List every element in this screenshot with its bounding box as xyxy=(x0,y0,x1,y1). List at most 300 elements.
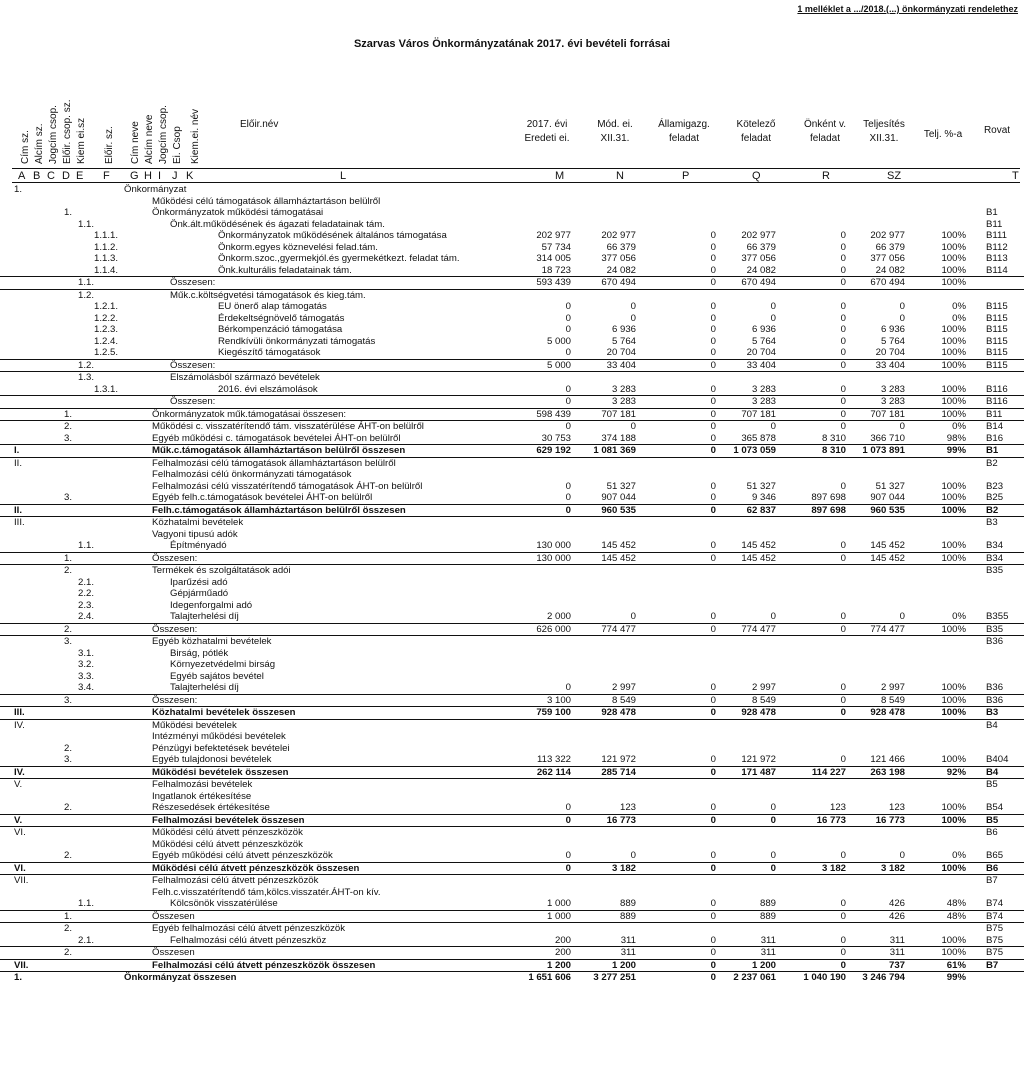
vertical-header-label: Alcím sz. xyxy=(34,123,45,164)
table-row xyxy=(0,517,1024,529)
table-row xyxy=(0,600,1024,612)
eredeti-value: 202 977 xyxy=(536,230,571,241)
vertical-header xyxy=(48,88,62,164)
table-row xyxy=(0,682,1024,695)
row-code: 2.2. xyxy=(78,588,95,599)
allamig-value: 0 xyxy=(710,802,716,813)
table-row xyxy=(0,731,1024,743)
row-name: Önk.ált.működésének és ágazati feladatainak tám. xyxy=(170,218,385,230)
kotelezo-value: 0 xyxy=(770,312,776,324)
telj-pct-value: 48% xyxy=(946,910,966,922)
allamig-value: 0 xyxy=(710,947,716,958)
eredeti-value: 18 723 xyxy=(541,264,571,276)
mod-value: 377 056 xyxy=(601,253,636,264)
column-letter: R xyxy=(822,170,830,182)
mod-value: 285 714 xyxy=(601,766,636,778)
telj-pct-value: 0% xyxy=(952,301,966,312)
rovat-code: B75 xyxy=(986,947,1004,958)
eredeti-value: 1 200 xyxy=(546,959,571,971)
row-name: 2016. évi elszámolások xyxy=(218,383,318,395)
annex-note: 1 melléklet a .../2018.(...) önkormányzati rendelethez xyxy=(797,4,1018,14)
column-letter: G xyxy=(130,170,139,182)
rovat-code: B116 xyxy=(986,383,1008,395)
row-code: 2. xyxy=(64,923,73,934)
mod-value: 774 477 xyxy=(601,623,636,635)
row-code: 3.2. xyxy=(78,659,95,670)
eredeti-value: 1 000 xyxy=(546,910,571,922)
row-name: Egyéb működési célú átvett pénzeszközök xyxy=(152,850,333,861)
teljesites-value: 737 xyxy=(888,959,905,971)
kotelezo-value: 774 477 xyxy=(741,623,776,635)
teljesites-value: 366 710 xyxy=(870,432,905,444)
mod-value: 66 379 xyxy=(606,241,636,253)
table-row xyxy=(0,219,1024,231)
allamig-value: 0 xyxy=(710,504,716,516)
rovat-code: B115 xyxy=(986,335,1008,347)
onkent-value: 0 xyxy=(840,682,846,693)
row-code: 3. xyxy=(64,492,73,503)
telj-pct-value: 100% xyxy=(941,814,966,826)
row-code: 1. xyxy=(64,552,73,564)
row-code: 1. xyxy=(64,910,73,922)
telj-pct-value: 100% xyxy=(941,335,966,347)
table-row xyxy=(0,911,1024,924)
table-row xyxy=(0,624,1024,637)
kotelezo-value: 0 xyxy=(770,814,776,826)
onkent-value: 0 xyxy=(840,408,846,420)
kotelezo-value: 0 xyxy=(770,862,776,874)
table-row xyxy=(0,396,1024,409)
table-row xyxy=(0,184,1024,196)
table-row xyxy=(0,265,1024,278)
allamig-value: 0 xyxy=(710,766,716,778)
row-code: V. xyxy=(14,814,23,826)
kotelezo-value: 670 494 xyxy=(741,277,776,288)
row-code: 2. xyxy=(64,742,73,754)
onkent-value: 0 xyxy=(840,264,846,276)
row-code: II. xyxy=(14,457,22,469)
row-code: 2.1. xyxy=(78,576,95,588)
eredeti-value: 0 xyxy=(565,347,571,358)
kotelezo-value: 2 997 xyxy=(751,682,776,693)
allamig-value: 0 xyxy=(710,814,716,826)
telj-pct-value: 100% xyxy=(941,241,966,253)
mod-value: 311 xyxy=(620,934,636,946)
row-name: Összesen: xyxy=(152,694,198,706)
row-code: 1.2.5. xyxy=(94,347,119,358)
mod-value: 51 327 xyxy=(606,480,636,492)
allamig-value: 0 xyxy=(710,253,716,264)
row-code: 2. xyxy=(64,850,73,861)
onkent-value: 0 xyxy=(840,947,846,958)
row-name: Egyéb működési c. támogatások bevételei ÁHT-on belülről xyxy=(152,432,401,444)
row-name: Felhalmozási bevételek xyxy=(152,779,253,790)
mod-value: 311 xyxy=(620,947,636,958)
row-name: Felhalmozási célú átvett pénzeszköz xyxy=(170,934,327,946)
allamig-value: 0 xyxy=(710,707,716,718)
allamig-value: 0 xyxy=(710,862,716,874)
table-row xyxy=(0,207,1024,219)
onkent-value: 0 xyxy=(840,754,846,765)
table-row xyxy=(0,347,1024,360)
rovat-code: B115 xyxy=(986,359,1008,371)
kotelezo-value: 62 837 xyxy=(746,504,776,516)
row-name: Önkormányzatok műk.támogatásai összesen: xyxy=(152,408,347,420)
rovat-code: B35 xyxy=(986,565,1004,576)
table-row xyxy=(0,301,1024,313)
row-code: 1. xyxy=(64,207,73,218)
teljesites-value: 960 535 xyxy=(870,504,905,516)
row-code: 3.1. xyxy=(78,647,95,659)
row-name: Önk.kulturális feladatainak tám. xyxy=(218,264,352,276)
row-code: 2.1. xyxy=(78,934,95,946)
vertical-header-label: Jogcím csop. xyxy=(48,105,59,164)
rovat-code: B54 xyxy=(986,802,1004,813)
vertical-header-label: Cím sz. xyxy=(20,130,31,164)
eredeti-value: 5 000 xyxy=(546,335,571,347)
mod-value: 907 044 xyxy=(601,492,636,503)
rovat-code: B115 xyxy=(986,301,1008,312)
row-name: Műk.c.költségvetési támogatások és kieg.tám. xyxy=(170,289,366,301)
mod-value: 0 xyxy=(630,421,636,432)
mod-value: 123 xyxy=(619,802,636,813)
table-row xyxy=(0,707,1024,720)
rovat-code: B11 xyxy=(986,408,1003,420)
allamig-value: 0 xyxy=(710,277,716,288)
row-code: 1.1.3. xyxy=(94,253,119,264)
telj-pct-value: 100% xyxy=(941,230,966,241)
row-name: Önkormányzat xyxy=(124,184,187,195)
teljesites-value: 6 936 xyxy=(880,324,905,335)
table-row xyxy=(0,648,1024,660)
telj-pct-value: 100% xyxy=(941,623,966,635)
kotelezo-value: 311 xyxy=(760,947,776,958)
allamig-value: 0 xyxy=(710,396,716,407)
telj-pct-value: 100% xyxy=(941,347,966,358)
rovat-code: B1 xyxy=(986,207,998,218)
rovat-code: B114 xyxy=(986,264,1008,276)
eredeti-value: 0 xyxy=(565,850,571,861)
column-letter: M xyxy=(555,170,565,182)
row-name: Felhalmozási célú átvett pénzeszközök összesen xyxy=(152,959,376,971)
rovat-code: B115 xyxy=(986,324,1008,335)
teljesites-value: 0 xyxy=(899,312,905,324)
kotelezo-value: 3 283 xyxy=(751,396,776,407)
telj-pct-value: 100% xyxy=(941,707,966,718)
column-letter-row xyxy=(0,170,1024,182)
onkent-value: 0 xyxy=(840,611,846,622)
rovat-code: B6 xyxy=(986,827,998,838)
telj-pct-value: 100% xyxy=(941,277,966,288)
kotelezo-value: 66 379 xyxy=(746,241,776,253)
kotelezo-value: 6 936 xyxy=(751,324,776,335)
allamig-value: 0 xyxy=(710,694,716,706)
row-name: Felhalmozási célú önkormányzati támogatások xyxy=(152,469,352,480)
eredeti-value: 0 xyxy=(565,312,571,324)
allamig-value: 0 xyxy=(710,850,716,861)
mod-value: 889 xyxy=(619,910,636,922)
column-letter: F xyxy=(103,170,110,182)
teljesites-value: 907 044 xyxy=(870,492,905,503)
rovat-code: B113 xyxy=(986,253,1008,264)
teljesites-value: 0 xyxy=(899,850,905,861)
column-letter: T xyxy=(1012,170,1019,182)
onkent-value: 0 xyxy=(840,959,846,971)
teljesites-value: 145 452 xyxy=(870,540,905,551)
row-name: Intézményi működési bevételek xyxy=(152,731,286,742)
column-letter: B xyxy=(33,170,41,182)
teljesites-value: 1 073 891 xyxy=(862,445,905,456)
kotelezo-value: 889 xyxy=(759,898,776,909)
row-name: Összesen xyxy=(152,910,195,922)
table-row xyxy=(0,960,1024,973)
eredeti-value: 0 xyxy=(565,504,571,516)
rovat-code: B25 xyxy=(986,492,1004,503)
row-name: Működési célú átvett pénzeszközök xyxy=(152,838,303,850)
table-row xyxy=(0,421,1024,433)
teljesites-value: 0 xyxy=(899,421,905,432)
eredeti-value: 30 753 xyxy=(541,432,571,444)
telj-pct-value: 100% xyxy=(941,480,966,492)
kotelezo-value: 145 452 xyxy=(741,552,776,564)
allamig-value: 0 xyxy=(710,682,716,693)
eredeti-value: 200 xyxy=(554,934,571,946)
row-name: Önkorm.szoc.,gyermekjól.és gyermekétkezt. feladat tám. xyxy=(218,253,460,264)
row-name: Építményadó xyxy=(170,540,227,551)
allamig-value: 0 xyxy=(710,898,716,909)
row-name: Elszámolásból származó bevételek xyxy=(170,372,320,383)
telj-pct-value: 98% xyxy=(946,432,966,444)
kotelezo-value: 5 764 xyxy=(751,335,776,347)
table-row xyxy=(0,336,1024,348)
eredeti-value: 0 xyxy=(565,396,571,407)
table-row xyxy=(0,923,1024,935)
header-rovat: Rovat xyxy=(983,125,1011,136)
row-name: Egyéb közhatalmi bevételek xyxy=(152,636,272,647)
rovat-code: B7 xyxy=(986,875,998,886)
kotelezo-value: 365 878 xyxy=(741,432,776,444)
eredeti-value: 626 000 xyxy=(536,623,571,635)
row-code: 2.3. xyxy=(78,599,95,611)
teljesites-value: 0 xyxy=(899,611,905,622)
telj-pct-value: 100% xyxy=(941,552,966,564)
teljesites-value: 426 xyxy=(888,910,905,922)
row-name: Egyéb felhalmozási célú átvett pénzeszközök xyxy=(152,923,346,934)
eredeti-value: 629 192 xyxy=(536,445,571,456)
teljesites-value: 3 182 xyxy=(880,862,905,874)
allamig-value: 0 xyxy=(710,359,716,371)
onkent-value: 123 xyxy=(829,802,846,813)
rovat-code: B36 xyxy=(986,694,1004,706)
onkent-value: 0 xyxy=(840,241,846,253)
table-row xyxy=(0,458,1024,470)
mod-value: 16 773 xyxy=(606,814,636,826)
table-row xyxy=(0,887,1024,899)
vertical-header-label: Alcím neve xyxy=(144,114,155,164)
row-name: Vagyoni tipusú adók xyxy=(152,528,238,540)
onkent-value: 0 xyxy=(840,421,846,432)
row-code: 2.4. xyxy=(78,611,95,622)
onkent-value: 0 xyxy=(840,623,846,635)
telj-pct-value: 100% xyxy=(941,324,966,335)
rovat-code: B111 xyxy=(986,230,1007,241)
kotelezo-value: 145 452 xyxy=(741,540,776,551)
teljesites-value: 8 549 xyxy=(880,694,905,706)
row-code: 1.2. xyxy=(78,359,95,371)
mod-value: 3 182 xyxy=(611,862,636,874)
allamig-value: 0 xyxy=(710,230,716,241)
mod-value: 20 704 xyxy=(606,347,636,358)
row-code: 3. xyxy=(64,432,73,444)
teljesites-value: 20 704 xyxy=(875,347,905,358)
mod-value: 2 997 xyxy=(611,682,636,693)
row-name: Önkormányzat összesen xyxy=(124,972,237,983)
rovat-code: B16 xyxy=(986,432,1004,444)
row-name: Talajterhelési díj xyxy=(170,611,239,622)
row-code: 1.3.1. xyxy=(94,383,119,395)
vertical-header xyxy=(62,88,76,164)
telj-pct-value: 100% xyxy=(941,694,966,706)
allamig-value: 0 xyxy=(710,492,716,503)
column-letter: E xyxy=(76,170,84,182)
table-row xyxy=(0,636,1024,648)
allamig-value: 0 xyxy=(710,432,716,444)
row-name: Környezetvédelmi birság xyxy=(170,659,276,670)
table-row xyxy=(0,372,1024,384)
telj-pct-value: 0% xyxy=(952,850,966,861)
row-name: Felhalmozási bevételek összesen xyxy=(152,814,305,826)
row-code: VI. xyxy=(14,827,26,838)
row-code: VII. xyxy=(14,959,29,971)
onkent-value: 0 xyxy=(840,694,846,706)
mod-value: 928 478 xyxy=(601,707,636,718)
row-name: Talajterhelési díj xyxy=(170,682,239,693)
row-name: Felh.c.támogatások államháztartáson belülről összesen xyxy=(152,504,406,516)
mod-value: 33 404 xyxy=(606,359,636,371)
row-name: Közhatalmi bevételek xyxy=(152,517,244,528)
table-row xyxy=(0,779,1024,791)
eredeti-value: 598 439 xyxy=(536,408,571,420)
row-name: Érdekeltségnövelő támogatás xyxy=(218,312,345,324)
telj-pct-value: 92% xyxy=(946,766,966,778)
kotelezo-value: 202 977 xyxy=(741,230,776,241)
header-allamig: Államigazg. feladat xyxy=(658,119,710,144)
eredeti-value: 2 000 xyxy=(546,611,571,622)
column-letter: A xyxy=(18,170,26,182)
allamig-value: 0 xyxy=(710,934,716,946)
rovat-code: B404 xyxy=(986,754,1009,765)
mod-value: 202 977 xyxy=(601,230,636,241)
kotelezo-value: 9 346 xyxy=(751,492,776,503)
table-row xyxy=(0,505,1024,518)
vertical-header xyxy=(76,88,90,164)
allamig-value: 0 xyxy=(710,312,716,324)
onkent-value: 8 310 xyxy=(821,445,846,456)
telj-pct-value: 100% xyxy=(941,264,966,276)
eredeti-value: 5 000 xyxy=(546,359,571,371)
rovat-code: B3 xyxy=(986,517,998,528)
eredeti-value: 130 000 xyxy=(536,540,571,551)
eredeti-value: 759 100 xyxy=(536,707,571,718)
onkent-value: 114 227 xyxy=(811,766,846,778)
header-eloir-nev: Előir.név xyxy=(240,119,279,130)
column-letter: K xyxy=(186,170,194,182)
rovat-code: B3 xyxy=(986,707,999,718)
table-row xyxy=(0,324,1024,336)
eredeti-value: 1 000 xyxy=(546,898,571,909)
onkent-value: 1 040 190 xyxy=(803,972,846,983)
vertical-header-label: Kiem ei.sz xyxy=(76,117,87,164)
row-name: Iparűzési adó xyxy=(170,576,228,588)
onkent-value: 0 xyxy=(840,707,846,718)
vertical-header xyxy=(130,88,144,164)
row-code: III. xyxy=(14,707,25,718)
teljesites-value: 5 764 xyxy=(880,335,905,347)
onkent-value: 0 xyxy=(840,383,846,395)
row-code: 1. xyxy=(14,972,23,983)
row-name: Összesen: xyxy=(152,552,198,564)
row-code: I. xyxy=(14,445,20,456)
allamig-value: 0 xyxy=(710,754,716,765)
allamig-value: 0 xyxy=(710,383,716,395)
header-rule-top xyxy=(12,168,1020,169)
allamig-value: 0 xyxy=(710,421,716,432)
row-code: 1.3. xyxy=(78,372,95,383)
onkent-value: 0 xyxy=(840,324,846,335)
onkent-value: 0 xyxy=(840,277,846,288)
telj-pct-value: 99% xyxy=(946,972,966,983)
teljesites-value: 66 379 xyxy=(875,241,905,253)
row-code: IV. xyxy=(14,766,25,778)
column-letter: Q xyxy=(752,170,761,182)
table-row xyxy=(0,409,1024,422)
kotelezo-value: 0 xyxy=(770,301,776,312)
row-code: 1. xyxy=(14,184,23,195)
onkent-value: 0 xyxy=(840,359,846,371)
eredeti-value: 57 734 xyxy=(541,241,571,253)
mod-value: 145 452 xyxy=(601,552,636,564)
table-row xyxy=(0,481,1024,493)
onkent-value: 0 xyxy=(840,480,846,492)
rovat-code: B4 xyxy=(986,766,999,778)
allamig-value: 0 xyxy=(710,959,716,971)
telj-pct-value: 48% xyxy=(946,898,966,909)
allamig-value: 0 xyxy=(710,552,716,564)
table-row xyxy=(0,827,1024,839)
row-name: Termékek és szolgáltatások adói xyxy=(152,565,291,576)
vertical-header xyxy=(172,88,186,164)
eredeti-value: 0 xyxy=(565,324,571,335)
eredeti-value: 3 100 xyxy=(546,694,571,706)
table-row xyxy=(0,588,1024,600)
teljesites-value: 774 477 xyxy=(870,623,905,635)
rovat-code: B75 xyxy=(986,923,1004,934)
kotelezo-value: 0 xyxy=(770,850,776,861)
row-code: 2. xyxy=(64,947,73,958)
table-row xyxy=(0,671,1024,683)
mod-value: 145 452 xyxy=(601,540,636,551)
table-row xyxy=(0,875,1024,887)
vertical-header-label: Ei. Csop xyxy=(172,126,183,164)
table-row xyxy=(0,863,1024,876)
row-code: IV. xyxy=(14,719,25,731)
onkent-value: 0 xyxy=(840,396,846,407)
table-row xyxy=(0,253,1024,265)
onkent-value: 0 xyxy=(840,898,846,909)
teljesites-value: 3 246 794 xyxy=(862,972,905,983)
telj-pct-value: 0% xyxy=(952,421,966,432)
rovat-code: B35 xyxy=(986,623,1004,635)
